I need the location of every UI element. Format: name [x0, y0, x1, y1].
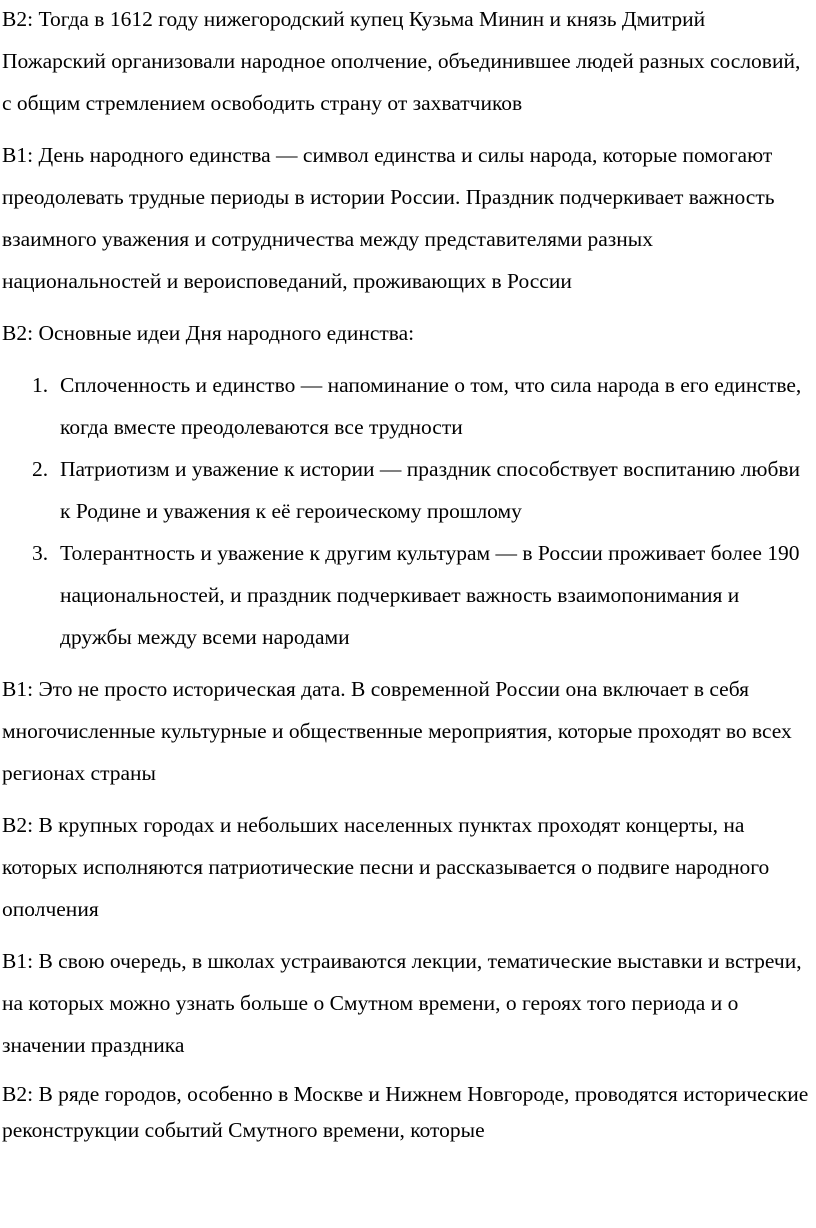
numbered-list [2, 364, 814, 658]
list-item-text: Сплоченность и единство — напоминание о том, что сила народа в его единстве, когда вместе преодолеваются все трудности [60, 373, 802, 439]
list-item-text: Патриотизм и уважение к истории — праздник способствует воспитанию любви к Родине и уважения к её героическому прошлому [60, 457, 801, 523]
paragraph: В2: Тогда в 1612 году нижегородский купец Кузьма Минин и князь Дмитрий Пожарский организовали народное ополчение, объединившее людей разных сословий, с общим стремлением освободить страну от захватчиков [2, 7, 801, 115]
paragraph: В1: День народного единства — символ единства и силы народа, которые помогают преодолевать трудные периоды в истории России. Праздник подчеркивает важность взаимного уважения и сотрудничества между представителями разных национальностей и вероисповеданий, проживающих в России [2, 143, 775, 293]
list-number: 2. [32, 457, 49, 481]
list-number: 1. [32, 373, 49, 397]
paragraph: В2: В ряде городов, особенно в Москве и Нижнем Новгороде, проводятся исторические реконструкции событий Смутного времени, которые [2, 1082, 809, 1142]
list-number: 3. [32, 541, 49, 565]
paragraph: В1: В свою очередь, в школах устраиваются лекции, тематические выставки и встречи, на которых можно узнать больше о Смутном времени, о героях того периода и о значении праздника [2, 949, 802, 1057]
document-page [2, 0, 814, 1158]
list-item [2, 532, 814, 658]
list-item [2, 364, 814, 448]
paragraph: В2: Основные идеи Дня народного единства: [2, 321, 415, 345]
paragraph: В1: Это не просто историческая дата. В современной России она включает в себя многочисленные культурные и общественные мероприятия, которые проходят во всех регионах страны [2, 677, 792, 785]
list-item [2, 448, 814, 532]
paragraph: В2: В крупных городах и небольших населенных пунктах проходят концерты, на которых исполняются патриотические песни и рассказывается о подвиге народного ополчения [2, 813, 770, 921]
list-item-text: Толерантность и уважение к другим культурам — в России проживает более 190 национальностей, и праздник подчеркивает важность взаимопонимания и дружбы между всеми народами [60, 541, 800, 649]
